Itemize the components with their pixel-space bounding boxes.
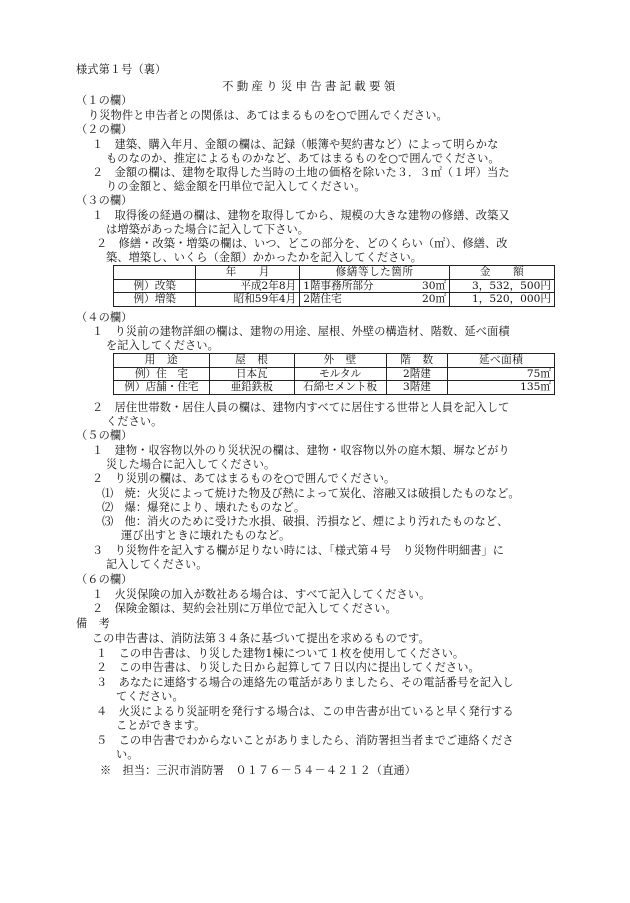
section-2-item-1-line-1: １ 建築、購入年月、金額の欄は、記録（帳簿や契約書など）によって明らかな <box>92 138 499 151</box>
section-6-heading: （６の欄） <box>76 573 133 586</box>
section-1-heading: （１の欄） <box>76 94 133 107</box>
row-floors: 2階建 <box>386 367 448 381</box>
section-4-item-1-line-1: １ り災前の建物詳細の欄は、建物の用途、屋根、外壁の構造材、階数、延べ面積 <box>92 325 510 338</box>
table-row <box>114 293 555 307</box>
section-5-sub-2: ⑵ 爆：爆発により、壊れたものなど。 <box>102 501 306 514</box>
section-5-item-3-line-2: 記入してください。 <box>106 558 208 571</box>
row-area: 20㎡ <box>389 293 450 307</box>
table-row <box>114 381 555 395</box>
row-amount: 3，532，500円 <box>450 279 555 293</box>
notes-intro: この申告書は、消防法第３４条に基づいて提出を求めるものです。 <box>92 632 430 645</box>
renovation-table <box>113 265 555 307</box>
section-5-item-1-line-2: 災した場合に記入してください。 <box>106 458 276 471</box>
table-row <box>114 279 555 293</box>
section-3-item-2-line-2: 築、増築し、いくら（金額）かかったかを記入してください。 <box>106 251 423 264</box>
note-4-line-2: ことができます。 <box>116 719 206 732</box>
header-area: 延べ面積 <box>448 354 555 368</box>
row-area: 135㎡ <box>448 381 555 395</box>
section-2-item-1-line-2: ものなのか、推定によるものかなど、あてはまるものを○で囲んでください。 <box>106 152 500 165</box>
notes-heading: 備 考 <box>76 617 110 630</box>
note-5-line-2: い。 <box>116 748 139 761</box>
row-amount: 1，520，000円 <box>450 293 555 307</box>
section-1-text: り災物件と申告者との関係は、あてはまるものを○で囲んでください。 <box>88 109 448 122</box>
header-use: 用 途 <box>114 354 210 368</box>
section-3-item-1-line-1: １ 取得後の経過の欄は、建物を取得してから、規模の大きな建物の修繕、改築又 <box>92 209 510 222</box>
header-amount: 金 額 <box>450 266 555 280</box>
note-3-line-2: てください。 <box>116 690 184 703</box>
section-3-item-1-line-2: は増築があった場合に記入して下さい。 <box>106 223 310 236</box>
section-5-item-1-line-1: １ 建物・収容物以外のり災状況の欄は、建物・収容物以外の庭木類、塀などがり <box>92 444 510 457</box>
header-date: 年 月 <box>196 266 300 280</box>
note-4-line-1: ４ 火災によるり災証明を発行する場合は、この申告書が出ていると早く発行する <box>96 705 514 718</box>
section-3-item-2-line-1: ２ 修繕・改築・増築の欄は、いつ、どこの部分を、どのくらい（㎡）、修繕、改 <box>96 237 508 250</box>
row-wall: 石綿セメント板 <box>294 381 386 395</box>
section-2-item-2-line-1: ２ 金額の欄は、建物を取得した当時の土地の価格を除いた３．３㎡（１坪）当た <box>92 166 510 179</box>
section-5-sub-1: ⑴ 焼：火災によって焼けた物及び熱によって炭化、溶融又は破損したものなど。 <box>102 487 520 500</box>
note-2: ２ この申告書は、り災した日から起算して７日以内に提出してください。 <box>96 661 480 674</box>
row-use: 例）店舗・住宅 <box>114 381 210 395</box>
row-label: 例）増築 <box>114 293 196 307</box>
table-row <box>114 367 555 381</box>
section-5-item-2: ２ り災別の欄は、あてはまるものを○で囲んでください。 <box>92 472 396 485</box>
row-use: 例）住 宅 <box>114 367 210 381</box>
building-header-row <box>114 354 555 368</box>
document-title: 不動産り災申告書記載要領 <box>222 79 399 93</box>
header-roof: 屋 根 <box>209 354 294 368</box>
contact-line: ※ 担当：三沢市消防署 ０１７６－５４－４２１２（直通） <box>100 764 417 777</box>
section-6-item-1: １ 火災保険の加入が数社ある場合は、すべて記入してください。 <box>92 588 431 601</box>
section-2-heading: （２の欄） <box>76 123 133 136</box>
row-floors: 3階建 <box>386 381 448 395</box>
header-floors: 階 数 <box>386 354 448 368</box>
renovation-header-row <box>114 266 555 280</box>
row-roof: 日本瓦 <box>209 367 294 381</box>
section-5-item-3-line-1: ３ り災物件を記入する欄が足りない時には、「様式第４号 り災物件明細書」に <box>92 544 505 557</box>
section-5-heading: （５の欄） <box>76 429 133 442</box>
form-label: 様式第１号（裏） <box>76 63 167 76</box>
row-label: 例）改築 <box>114 279 196 293</box>
row-place: 1階事務所部分 <box>300 279 389 293</box>
row-place: 2階住宅 <box>300 293 389 307</box>
row-roof: 亜鉛鉄板 <box>209 381 294 395</box>
note-1: １ この申告書は、り災した建物1棟について１枚を使用してください。 <box>96 647 465 660</box>
section-3-heading: （３の欄） <box>76 194 133 207</box>
section-4-item-1-line-2: を記入してください。 <box>106 339 219 352</box>
section-4-item-2-line-2: ください。 <box>106 415 163 428</box>
building-detail-table <box>113 353 555 395</box>
header-blank <box>114 266 196 280</box>
header-place: 修繕等した箇所 <box>300 266 450 280</box>
row-area: 30㎡ <box>389 279 450 293</box>
note-5-line-1: ５ この申告書でわからないことがありましたら、消防署担当者までご連絡くださ <box>96 734 514 747</box>
section-2-item-2-line-2: りの金額と、総金額を円単位で記入してください。 <box>106 180 366 193</box>
section-5-sub-3-line-1: ⑶ 他：消火のために受けた水損、破損、汚損など、煙により汚れたものなど、 <box>102 515 509 528</box>
note-3-line-1: ３ あなたに連絡する場合の連絡先の電話がありましたら、その電話番号を記入し <box>96 676 514 689</box>
row-wall: モルタル <box>294 367 386 381</box>
section-5-sub-3-line-2: 運び出すときに壊れたものなど。 <box>121 529 291 542</box>
row-area: 75㎡ <box>448 367 555 381</box>
row-date: 昭和59年4月 <box>196 293 300 307</box>
section-4-heading: （４の欄） <box>76 311 133 324</box>
row-date: 平成2年8月 <box>196 279 300 293</box>
section-4-item-2-line-1: ２ 居住世帯数・居住人員の欄は、建物内すべてに居住する世帯と人員を記入して <box>92 401 510 414</box>
header-wall: 外 壁 <box>294 354 386 368</box>
section-6-item-2: ２ 保険金額は、契約会社別に万単位で記入してください。 <box>92 602 397 615</box>
